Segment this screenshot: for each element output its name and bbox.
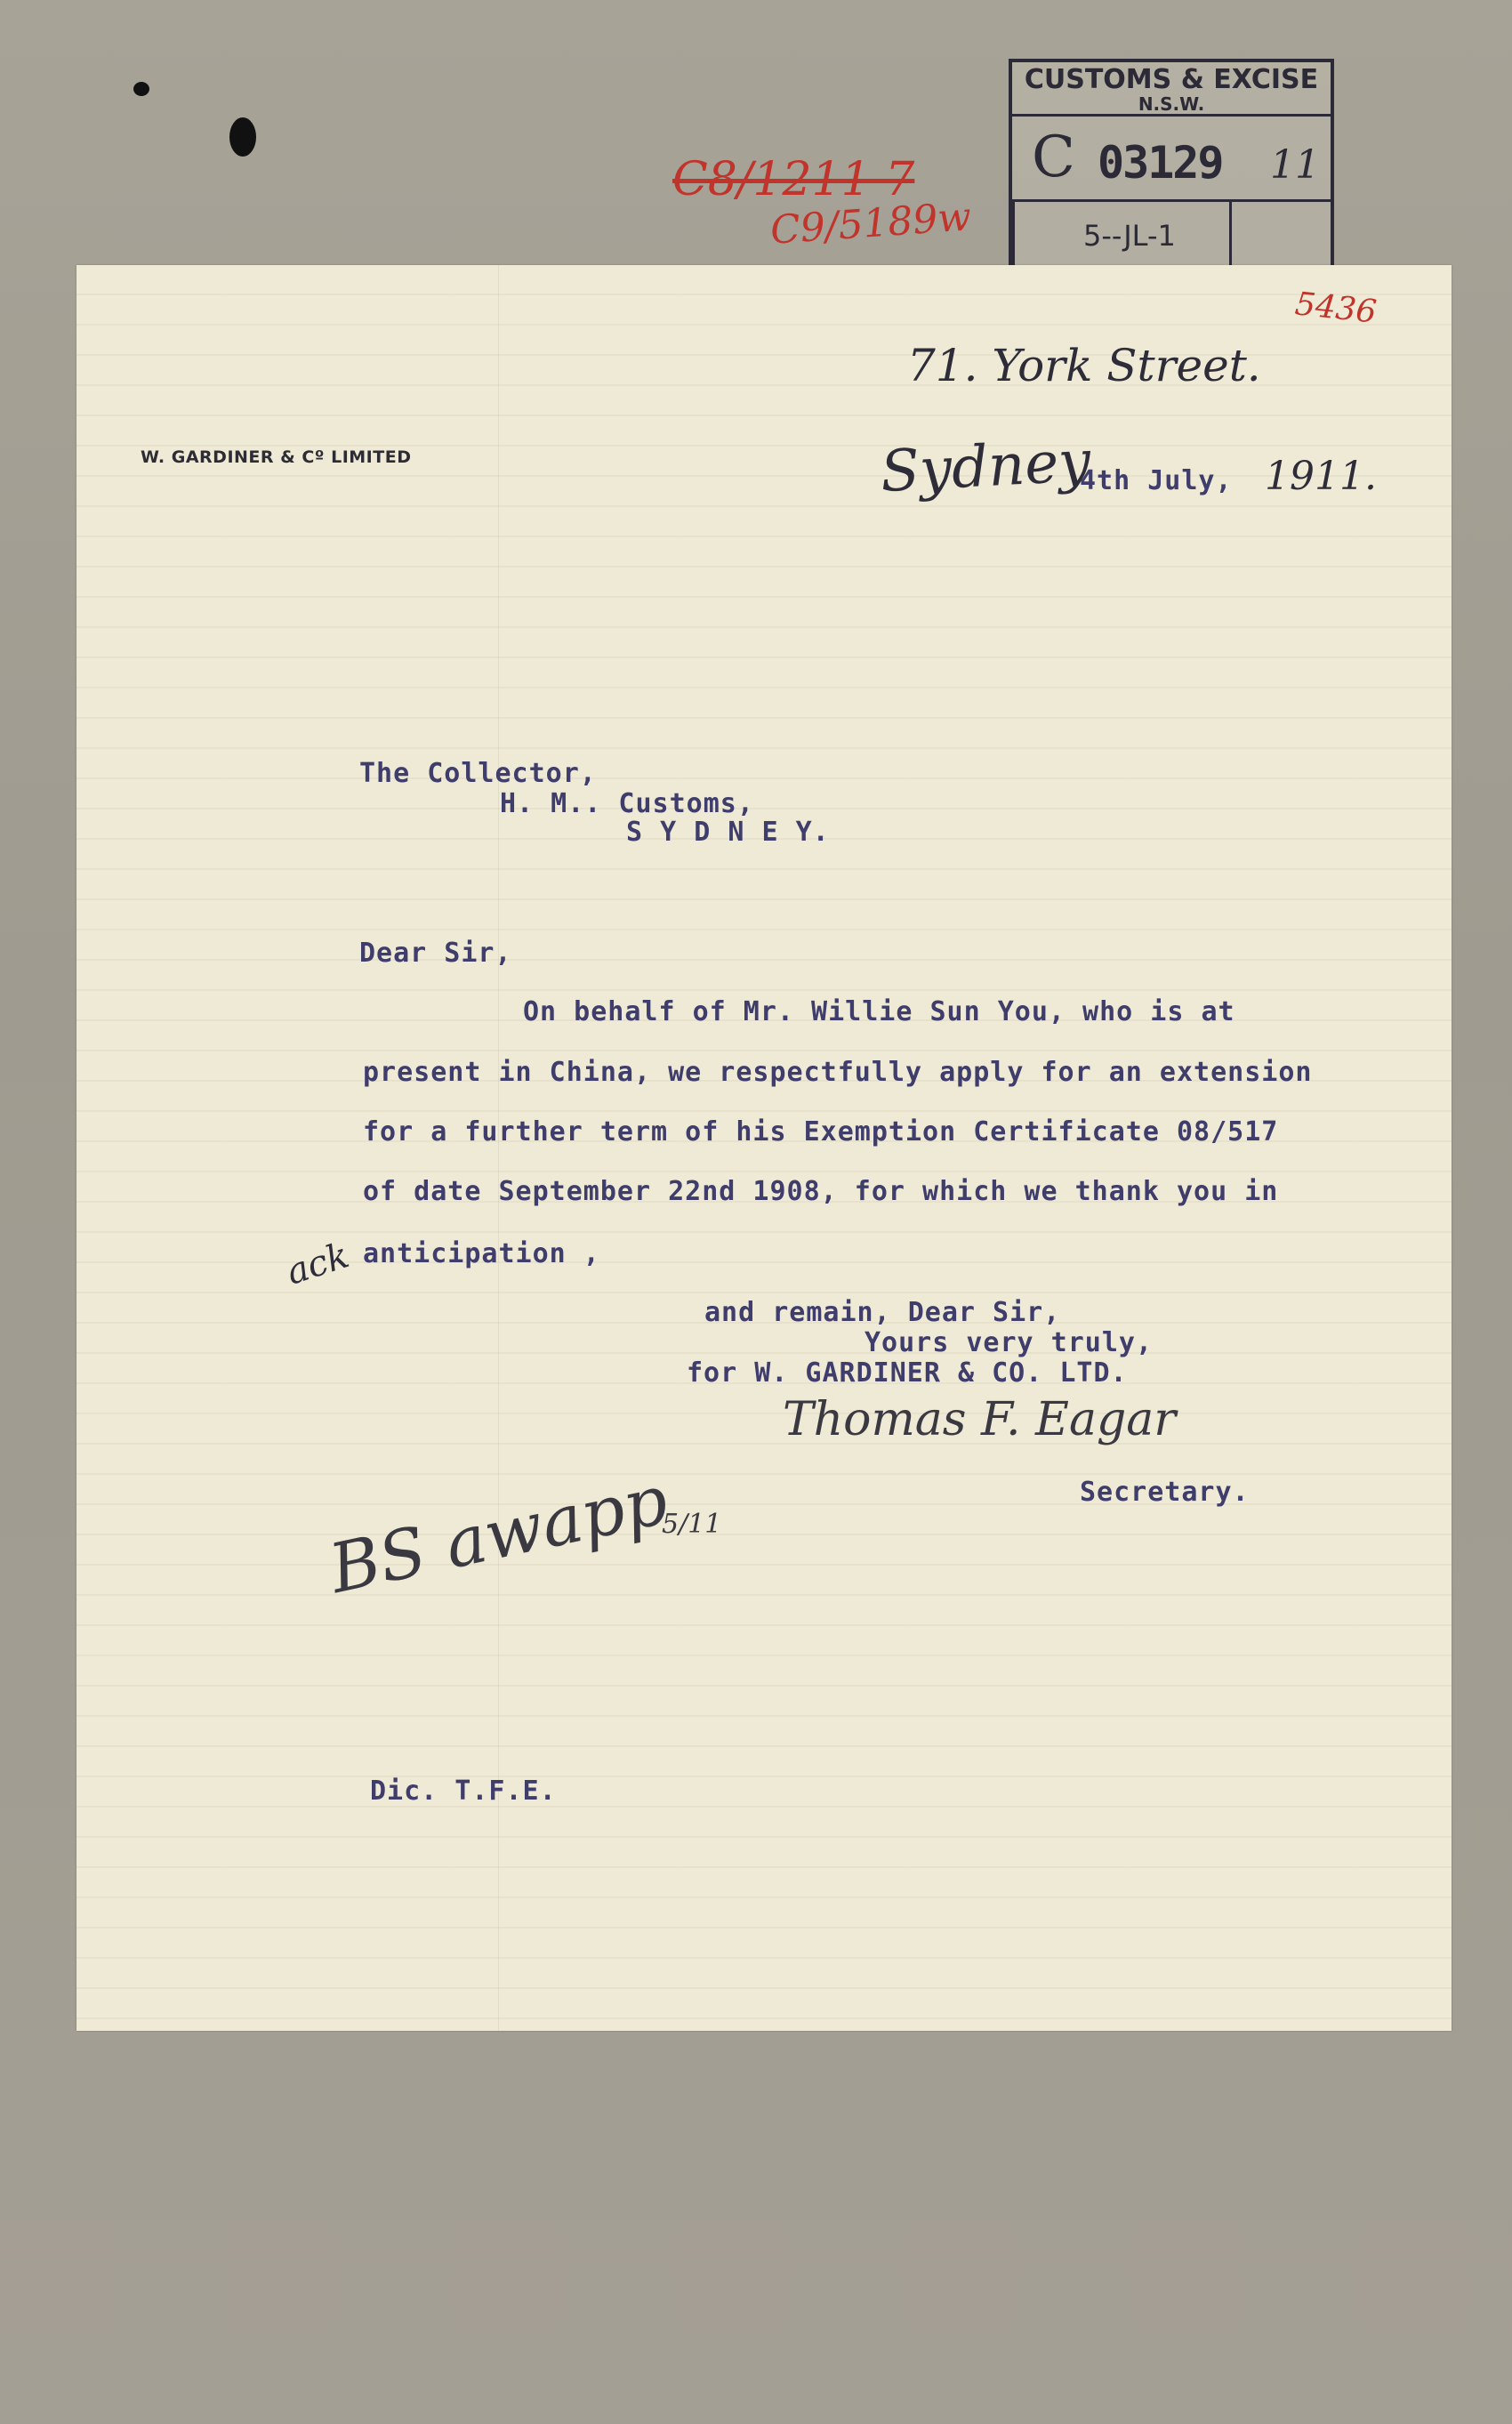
addressee-line-3: S Y D N E Y. <box>626 817 830 848</box>
dictation-reference: Dic. T.F.E. <box>370 1776 557 1807</box>
salutation: Dear Sir, <box>359 938 512 969</box>
stamp-number-row <box>1012 117 1331 202</box>
body-line-4: of date September 22nd 1908, for which we thank you in <box>363 1176 1279 1207</box>
letter-date: 4th July, <box>1080 465 1233 496</box>
city: Sydney <box>879 428 1092 506</box>
struck-file-reference: C8/1211 7 <box>672 153 915 206</box>
letter-sheet <box>76 265 1452 2031</box>
stamp-letter: C <box>1032 125 1075 190</box>
addressee-line-2: H. M.. Customs, <box>500 788 754 819</box>
body-line-5: anticipation , <box>363 1238 600 1269</box>
stamp-state: N.S.W. <box>1138 93 1205 115</box>
body-line-2: present in China, we respectfully apply for an extension <box>363 1057 1313 1088</box>
stamp-hand-number: 11 <box>1270 142 1320 188</box>
ink-blot <box>133 82 149 96</box>
stamp-date: 5--JL-1 <box>1083 219 1176 253</box>
body-line-3: for a further term of his Exemption Certificate 08/517 <box>363 1116 1279 1148</box>
margin-note: ack <box>281 1235 354 1293</box>
stamp-number: 03129 <box>1098 137 1223 189</box>
ink-blot <box>229 117 256 157</box>
closing-line-2: Yours very truly, <box>865 1327 1154 1358</box>
letter-year: 1911. <box>1265 454 1377 499</box>
closing-line-1: and remain, Dear Sir, <box>704 1297 1061 1328</box>
addressee-line-1: The Collector, <box>359 758 597 789</box>
stamp-header <box>1012 62 1331 117</box>
body-line-1: On behalf of Mr. Willie Sun You, who is at <box>523 996 1235 1027</box>
closing-line-3: for W. GARDINER & CO. LTD. <box>687 1357 1128 1389</box>
stamp-divider <box>1229 202 1232 267</box>
ruled-margin <box>498 265 499 2031</box>
company-letterhead: W. GARDINER & Cº LIMITED <box>141 447 412 467</box>
annotation-date: 5/11 <box>662 1509 722 1540</box>
stamp-title: CUSTOMS & EXCISE <box>1024 64 1319 95</box>
stamp-divider <box>1012 202 1015 267</box>
corner-reference: 5436 <box>1293 286 1379 331</box>
signature: Thomas F. Eagar <box>783 1393 1177 1446</box>
signatory-title: Secretary. <box>1080 1477 1250 1508</box>
street-address: 71. York Street. <box>907 340 1261 391</box>
customs-stamp <box>1009 59 1334 270</box>
handwritten-annotation: BS awapp <box>322 1459 675 1609</box>
file-reference: C9/5189w <box>768 194 973 254</box>
